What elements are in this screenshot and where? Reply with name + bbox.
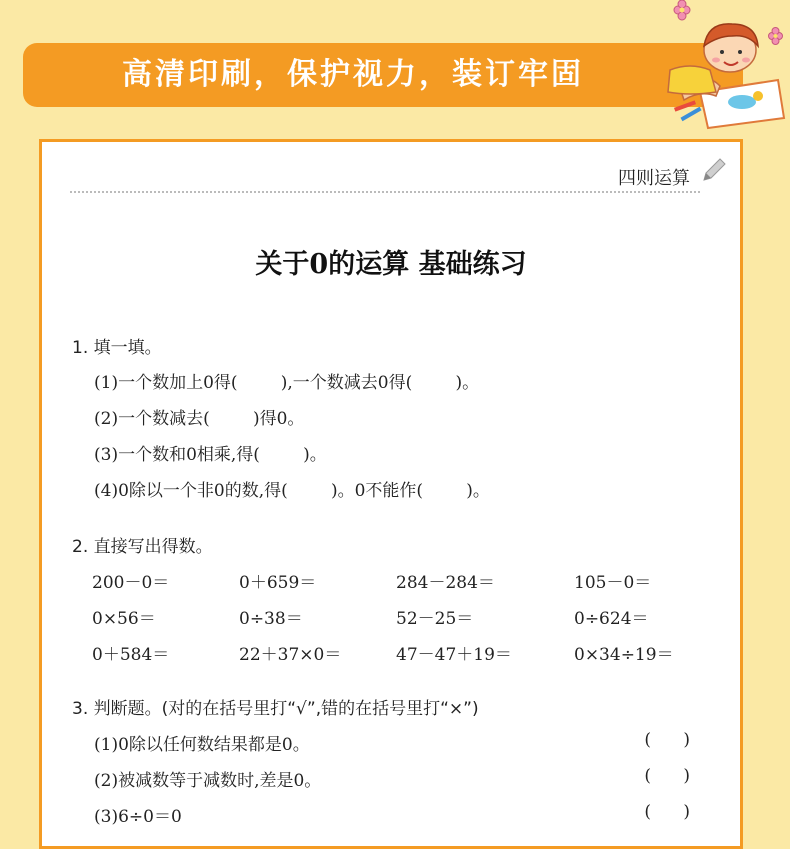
child-drawing-illustration	[660, 0, 790, 130]
answer-blank[interactable]: ( )	[644, 766, 690, 786]
calc-expression: 0÷624＝	[574, 609, 649, 629]
section-label: 四则运算	[618, 168, 690, 189]
calc-expression: 0÷38＝	[239, 609, 303, 629]
calc-expression: 52－25＝	[396, 609, 474, 629]
worksheet-page	[39, 139, 743, 849]
calc-expression: 200－0＝	[92, 573, 170, 593]
question-1-heading: 1. 填一填。	[72, 338, 162, 358]
question-3-item: (3)6÷0＝0	[94, 807, 182, 827]
question-1-item: (1)一个数加上0得( ),一个数减去0得( )。	[94, 373, 480, 393]
question-1-item: (3)一个数和0相乘,得( )。	[94, 445, 327, 465]
calc-expression: 22＋37×0＝	[239, 645, 342, 665]
header-banner	[23, 43, 743, 107]
question-3-item: (2)被减数等于减数时,差是0。	[94, 771, 322, 791]
question-2-heading: 2. 直接写出得数。	[72, 537, 213, 557]
question-3-heading: 3. 判断题。(对的在括号里打“√”,错的在括号里打“×”)	[72, 699, 479, 719]
question-3-item: (1)0除以任何数结果都是0。	[94, 735, 310, 755]
dotted-divider	[70, 191, 700, 193]
answer-blank[interactable]: ( )	[644, 802, 690, 822]
answer-blank[interactable]: ( )	[644, 730, 690, 750]
question-1-item: (4)0除以一个非0的数,得( )。0不能作( )。	[94, 481, 490, 501]
calc-expression: 47－47＋19＝	[396, 645, 512, 665]
calc-expression: 0×56＝	[92, 609, 156, 629]
pencil-icon	[698, 156, 728, 186]
question-1-item: (2)一个数减去( )得0。	[94, 409, 305, 429]
banner-text: 高清印刷，保护视力，装订牢固	[122, 57, 584, 92]
calc-expression: 0×34÷19＝	[574, 645, 674, 665]
calc-expression: 0＋659＝	[239, 573, 317, 593]
calc-expression: 105－0＝	[574, 573, 652, 593]
page-title: 关于0的运算 基础练习	[255, 249, 527, 280]
calc-expression: 284－284＝	[396, 573, 495, 593]
calc-expression: 0＋584＝	[92, 645, 170, 665]
